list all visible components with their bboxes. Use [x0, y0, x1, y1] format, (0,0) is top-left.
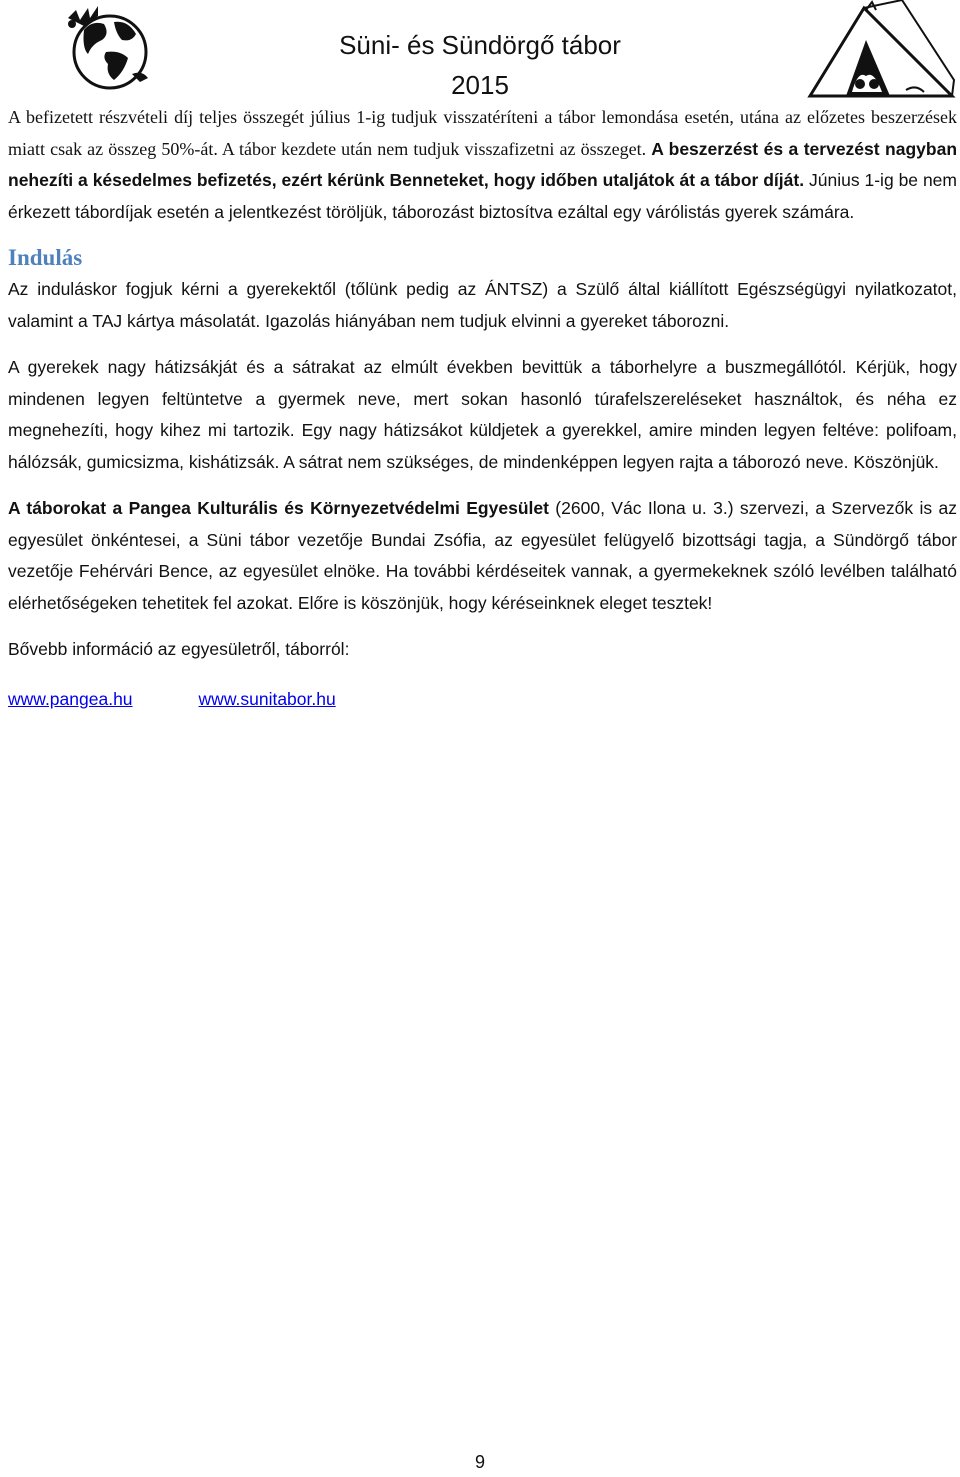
header-year: 2015 — [451, 70, 509, 100]
payment-paragraph — [8, 102, 957, 228]
document-body — [8, 102, 957, 715]
organizer-text-bold: A táborokat a Pangea Kulturális és Környezetvédelmi Egyesület — [8, 498, 549, 518]
organizer-paragraph — [8, 493, 957, 619]
more-info-paragraph: Bővebb információ az egyesületről, táborról: — [8, 639, 350, 659]
departure-paragraph: Az induláskor fogjuk kérni a gyerekektől (tőlünk pedig az ÁNTSZ) a Szülő által kiállított Egészségügyi nyilatkozatot, valamint a TAJ kártya másolatát. Igazolás hiányában nem tudjuk elvinni a gyereket táborozni. — [8, 279, 957, 331]
luggage-paragraph: A gyerekek nagy hátizsákját és a sátrakat az elmúlt években bevittük a táborhelyre a buszmegállótól. Kérjük, hogy mindenen legyen feltüntetve a gyermek neve, mert sokan hasonló túrafelszereléseket használtok, és néha ez megnehezíti, hogy kihez mi tartozik. Egy nagy hátizsákot küldjetek a gyerekkel, amire minden legyen feltéve: polifoam, hálózsák, gumicsizma, kishátizsák. A sátrat nem szükséges, de mindenképpen legyen rajta a táborozó neve. Köszönjük. — [8, 357, 957, 472]
sunitabor-link[interactable]: www.sunitabor.hu — [198, 688, 336, 709]
header-title: Süni- és Sündörgő tábor — [339, 30, 621, 60]
payment-text-bold: A beszerzést és a tervezést nagyban nehezíti a késedelmes befizetés, ezért kérünk Benneteket, hogy időben utaljátok át a tábor díját. — [8, 138, 958, 190]
payment-text-start: A befizetett részvételi díj teljes összegét július 1-ig tudjuk visszatéríteni a tábor lemondása esetén, utána az előzetes beszerzések miatt csak az összeg 50%-át. A tábor kezdete után nem tudjuk visszafizetni az összeget. — [8, 107, 957, 159]
page-number: 9 — [474, 1452, 485, 1472]
organizer-text: (2600, Vác Ilona u. 3.) szervezi, a Szervezők is az egyesület önkéntesei, a Süni tábor vezetője Bundai Zsófia, az egyesület felügyelő bizottsági tagja, a Sündörgő tábor vezetője Fehérvári Bence, az egyesület elnöke. Ha további kérdéseitek vannak, a gyermekeknek szóló levélben található elérhetőségeken tehetitek fel azokat. Előre is köszönjük, hogy kéréseinknek eleget tesztek! — [8, 498, 957, 613]
pangea-link[interactable]: www.pangea.hu — [8, 688, 133, 709]
tent-logo-icon — [806, 0, 956, 102]
globe-hedgehog-logo-icon — [62, 0, 154, 96]
payment-text-end: Június 1-ig be nem érkezett tábordíjak esetén a jelentkezést töröljük, táborozást biztosítva ezáltal egy várólistás gyerek számára. — [8, 170, 957, 222]
section-heading-indulas: Indulás — [8, 245, 83, 270]
links-row — [8, 684, 957, 715]
